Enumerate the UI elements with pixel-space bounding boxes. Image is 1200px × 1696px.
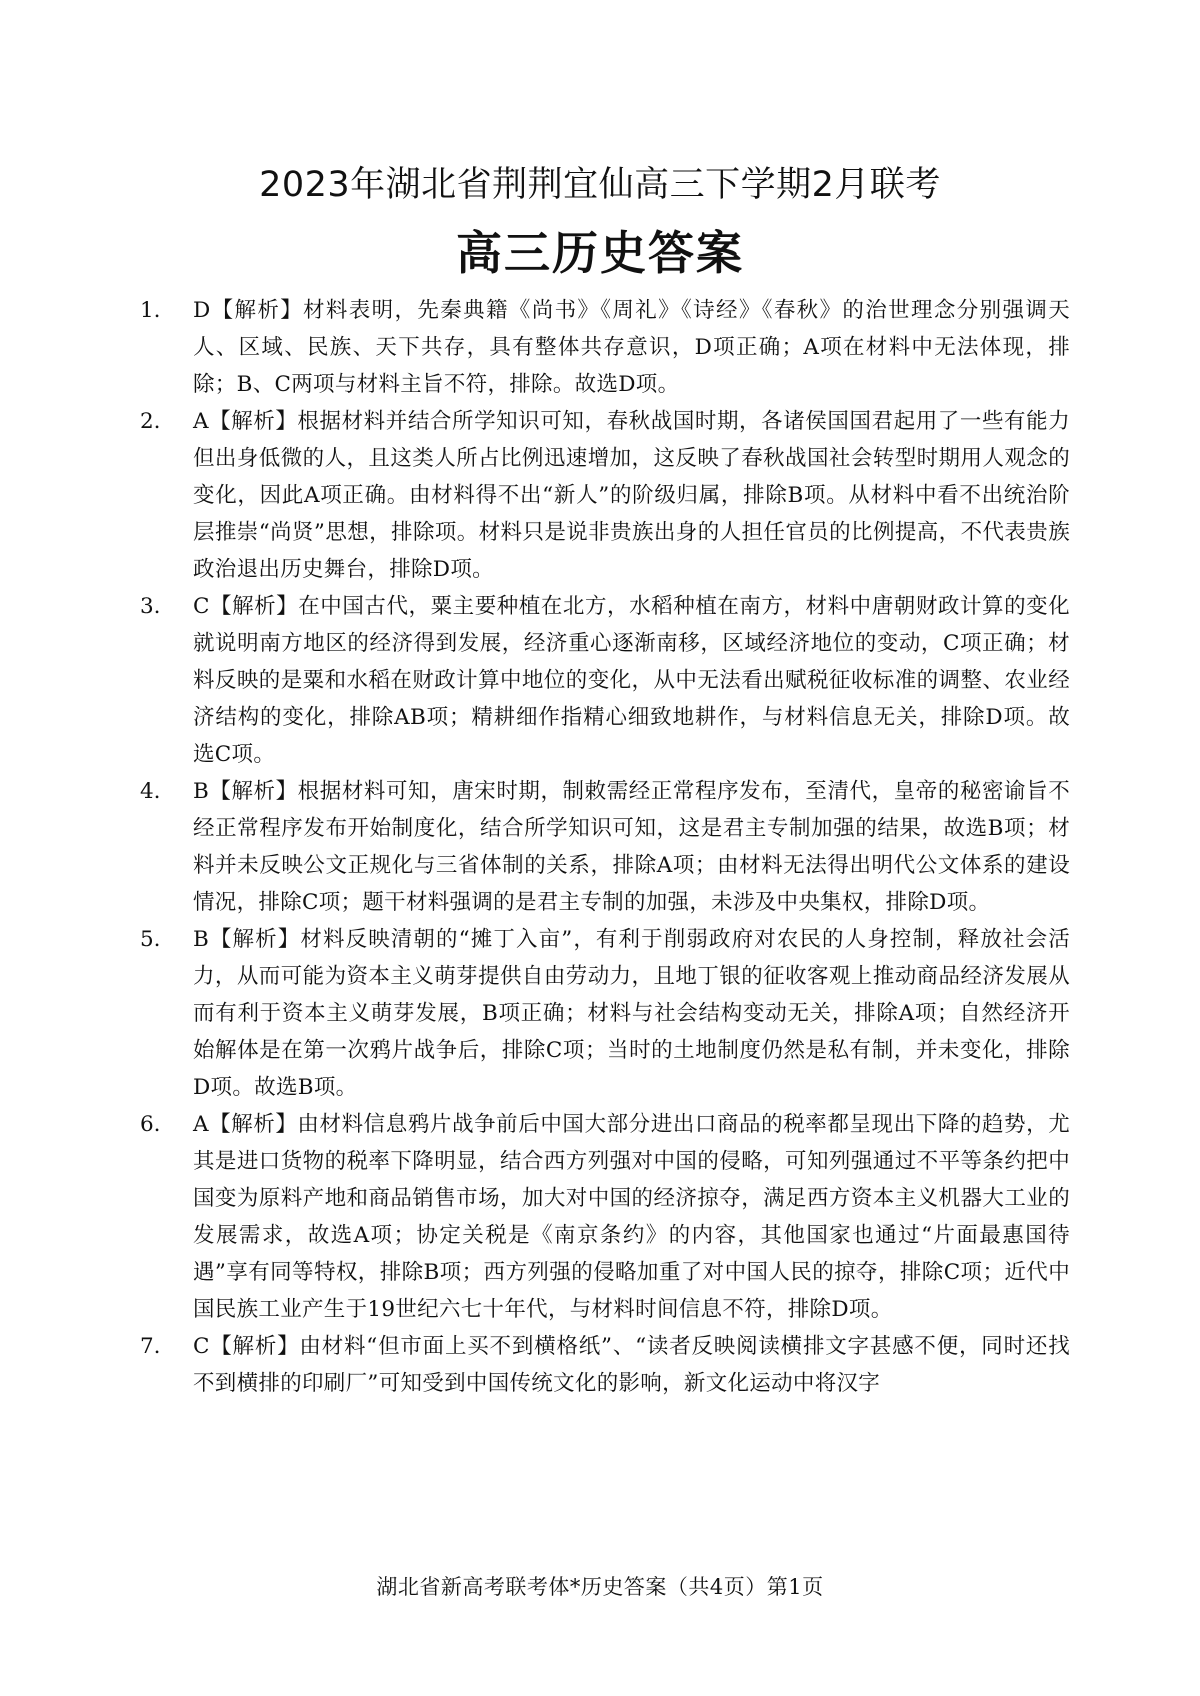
answer-explanation: C【解析】在中国古代，粟主要种植在北方，水稻种植在南方，材料中唐朝财政计算的变化就说明南方地区的经济得到发展，经济重心逐渐南移，区域经济地位的变动，C项正确；材料反映的是粟和水稻在财政计算中地位的变化，从中无法看出赋税征收标准的调整、农业经济结构的变化，排除AB项；精耕细作指精心细致地耕作，与材料信息无关，排除D项。故选C项。 <box>193 594 1070 767</box>
answer-item <box>140 773 1070 921</box>
answer-item <box>140 1328 1070 1402</box>
answer-explanation: A【解析】根据材料并结合所学知识可知，春秋战国时期，各诸侯国国君起用了一些有能力但出身低微的人，且这类人所占比例迅速增加，这反映了春秋战国社会转型时期用人观念的变化，因此A项正确。由材料得不出“新人”的阶级归属，排除B项。从材料中看不出统治阶层推崇“尚贤”思想，排除项。材料只是说非贵族出身的人担任官员的比例提高，不代表贵族政治退出历史舞台，排除D项。 <box>193 409 1070 582</box>
answer-number: 6. <box>140 1112 161 1137</box>
answer-number: 4. <box>140 779 161 804</box>
answer-key-title: 高三历史答案 <box>456 226 744 280</box>
answer-list <box>140 292 1070 1402</box>
answer-explanation: B【解析】材料反映清朝的“摊丁入亩”，有利于削弱政府对农民的人身控制，释放社会活力，从而可能为资本主义萌芽提供自由劳动力，且地丁银的征收客观上推动商品经济发展从而有利于资本主义萌芽发展，B项正确；材料与社会结构变动无关，排除A项；自然经济开始解体是在第一次鸦片战争后，排除C项；当时的土地制度仍然是私有制，并未变化，排除D项。故选B项。 <box>193 927 1070 1100</box>
answer-explanation: C【解析】由材料“但市面上买不到横格纸”、“读者反映阅读横排文字甚感不便，同时还找不到横排的印刷厂”可知受到中国传统文化的影响，新文化运动中将汉字 <box>193 1334 1070 1396</box>
answer-item <box>140 1106 1070 1328</box>
answer-explanation: D【解析】材料表明，先秦典籍《尚书》《周礼》《诗经》《春秋》的治世理念分别强调天人、区域、民族、天下共存，具有整体共存意识，D项正确；A项在材料中无法体现，排除；B、C两项与材料主旨不符，排除。故选D项。 <box>193 298 1070 397</box>
answer-number: 1. <box>140 298 161 323</box>
answer-number: 3. <box>140 594 161 619</box>
answer-item <box>140 403 1070 588</box>
page-footer: 湖北省新高考联考体*历史答案（共4页）第1页 <box>376 1575 824 1599</box>
answer-number: 7. <box>140 1334 161 1359</box>
answer-item <box>140 292 1070 403</box>
answer-number: 2. <box>140 409 161 434</box>
answer-item <box>140 921 1070 1106</box>
answer-explanation: A【解析】由材料信息鸦片战争前后中国大部分进出口商品的税率都呈现出下降的趋势，尤其是进口货物的税率下降明显，结合西方列强对中国的侵略，可知列强通过不平等条约把中国变为原料产地和商品销售市场，加大对中国的经济掠夺，满足西方资本主义机器大工业的发展需求，故选A项；协定关税是《南京条约》的内容，其他国家也通过“片面最惠国待遇”享有同等特权，排除B项；西方列强的侵略加重了对中国人民的掠夺，排除C项；近代中国民族工业产生于19世纪六七十年代，与材料时间信息不符，排除D项。 <box>193 1112 1070 1322</box>
answer-item <box>140 588 1070 773</box>
answer-number: 5. <box>140 927 161 952</box>
answer-explanation: B【解析】根据材料可知，唐宋时期，制敕需经正常程序发布，至清代，皇帝的秘密谕旨不经正常程序发布开始制度化，结合所学知识可知，这是君主专制加强的结果，故选B项；材料并未反映公文正规化与三省体制的关系，排除A项；由材料无法得出明代公文体系的建设情况，排除C项；题干材料强调的是君主专制的加强，未涉及中央集权，排除D项。 <box>193 779 1070 915</box>
exam-title: 2023年湖北省荆荆宜仙高三下学期2月联考 <box>259 165 941 205</box>
